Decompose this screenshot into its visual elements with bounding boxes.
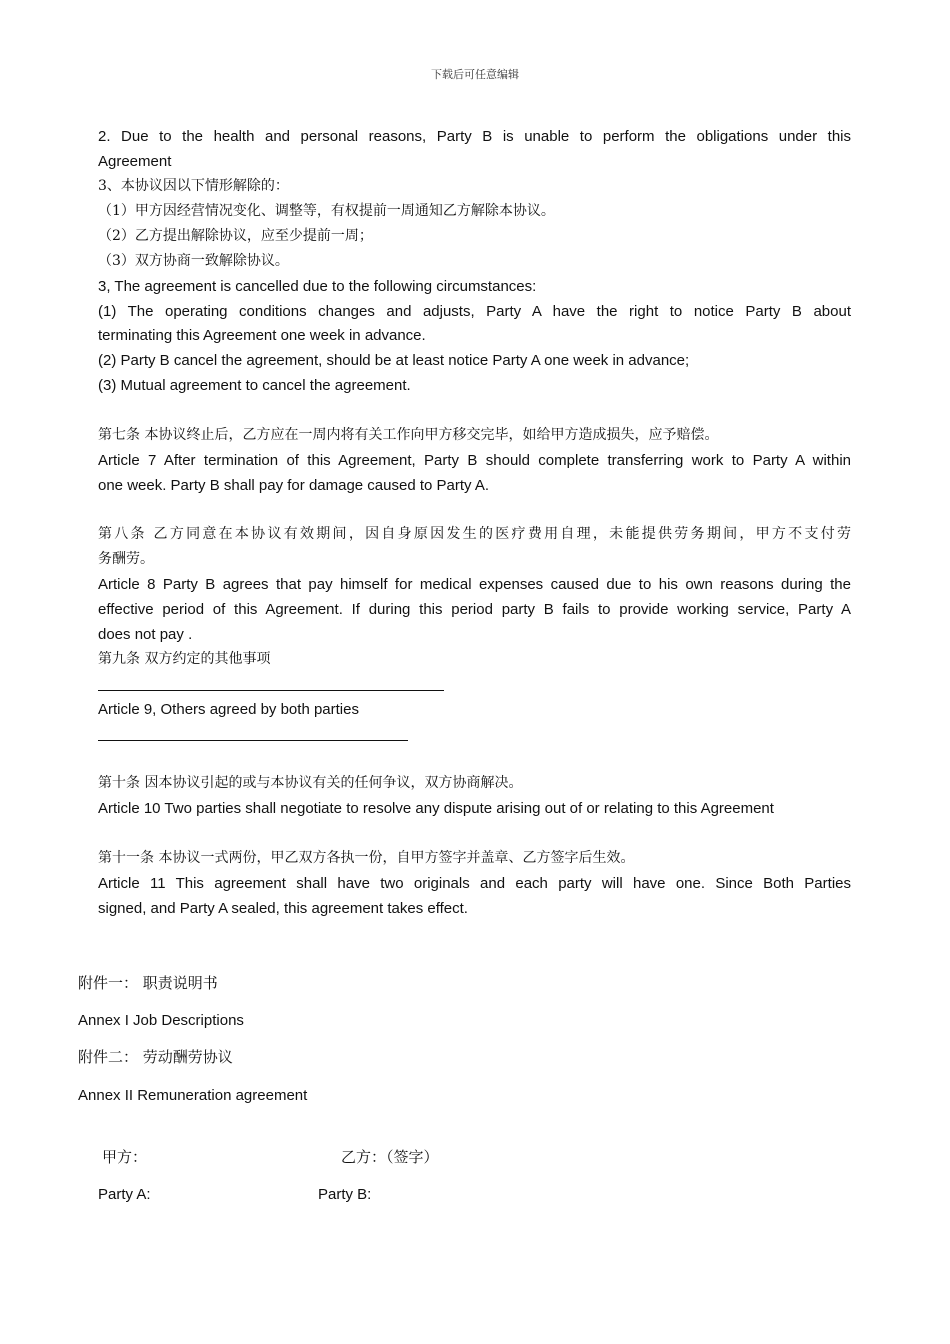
article8-zh-line2: 务酬劳。: [98, 551, 154, 567]
article9-en-blank-line: [98, 740, 408, 741]
article8-en-line3: does not pay .: [98, 626, 193, 643]
annex1-en: Annex I Job Descriptions: [78, 1012, 244, 1029]
annex2-zh: 附件二： 劳动酬劳协议: [78, 1048, 233, 1066]
clause2-en-line1: 2. Due to the health and personal reasons, Party B is unable to perform the obligations under this: [98, 128, 851, 145]
clause3-zh-item1: （1）甲方因经营情况变化、调整等，有权提前一周通知乙方解除本协议。: [98, 203, 555, 219]
clause3-en-item1-line1: (1) The operating conditions changes and adjusts, Party A have the right to notice Party B about: [98, 303, 851, 320]
article7-en-line1: Article 7 After termination of this Agreement, Party B should complete transferring work to Party A within: [98, 452, 851, 469]
annex2-en: Annex II Remuneration agreement: [78, 1087, 308, 1104]
article10-zh: 第十条 因本协议引起的或与本协议有关的任何争议，双方协商解决。: [98, 775, 523, 791]
article9-zh-blank-line: [98, 690, 444, 691]
party-b-zh-label: 乙方：（签字）: [341, 1148, 439, 1166]
party-a-zh-label: 甲方：: [102, 1148, 148, 1166]
party-b-en-label: Party B:: [318, 1186, 372, 1203]
party-a-en-label: Party A:: [98, 1186, 151, 1203]
article8-zh-line1: 第八条 乙方同意在本协议有效期间，因自身原因发生的医疗费用自理，未能提供劳务期间，甲方不支付劳: [98, 526, 851, 542]
article8-en-line1: Article 8 Party B agrees that pay himself for medical expenses caused due to his own reasons during the: [98, 576, 851, 593]
clause3-zh-item3: （3）双方协商一致解除协议。: [98, 253, 289, 269]
article11-en-line1: Article 11 This agreement shall have two originals and each party will have one. Since Both Parties: [98, 875, 851, 892]
annex1-zh: 附件一： 职责说明书: [78, 974, 218, 992]
article7-en-line2: one week. Party B shall pay for damage caused to Party A.: [98, 477, 490, 494]
clause3-en-item3: (3) Mutual agreement to cancel the agreement.: [98, 377, 411, 394]
clause3-en-item1-line2: terminating this Agreement one week in advance.: [98, 327, 426, 344]
article11-zh: 第十一条 本协议一式两份，甲乙双方各执一份，自甲方签字并盖章、乙方签字后生效。: [98, 850, 635, 866]
article8-en-line2: effective period of this Agreement. If during this period party B fails to provide working service, Party A: [98, 601, 851, 618]
clause3-zh-item2: （2）乙方提出解除协议，应至少提前一周；: [98, 228, 373, 244]
article7-zh: 第七条 本协议终止后，乙方应在一周内将有关工作向甲方移交完毕，如给甲方造成损失，应予赔偿。: [98, 427, 719, 443]
article10-en: Article 10 Two parties shall negotiate to resolve any dispute arising out of or relating to this Agreement: [98, 800, 774, 817]
clause3-en-heading: 3, The agreement is cancelled due to the following circumstances:: [98, 278, 537, 295]
clause3-en-item2: (2) Party B cancel the agreement, should be at least notice Party A one week in advance;: [98, 352, 690, 369]
clause2-en-line2: Agreement: [98, 153, 172, 170]
clause3-zh-heading: 3、本协议因以下情形解除的：: [98, 178, 289, 194]
page-header: 下载后可任意编辑: [431, 68, 519, 81]
article9-zh: 第九条 双方约定的其他事项: [98, 651, 271, 667]
article11-en-line2: signed, and Party A sealed, this agreement takes effect.: [98, 900, 468, 917]
article9-en: Article 9, Others agreed by both parties: [98, 701, 359, 718]
